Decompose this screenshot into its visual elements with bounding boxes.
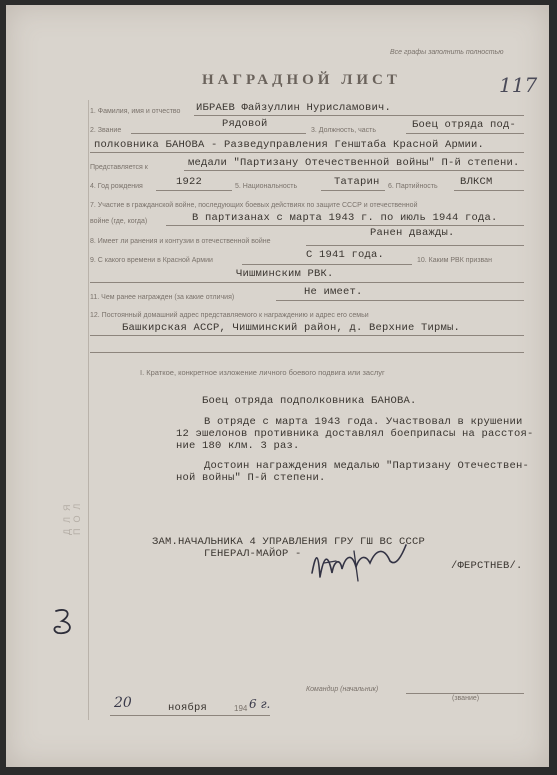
f4-underline — [156, 190, 232, 191]
commander-label: Командир (начальник) — [306, 686, 379, 693]
f9-label: 9. С какого времени в Красной Армии — [90, 257, 213, 264]
f5-label: 5. Национальность — [235, 183, 298, 190]
present-label: Представляется к — [90, 164, 148, 171]
f3-underline-b — [90, 152, 524, 153]
f11-label: 11. Чем ранее награжден (за какие отличия) — [90, 294, 235, 301]
body-paragraph-2-line-2: 12 эшелонов противника доставлял боеприпасы на расстоя- — [176, 428, 534, 440]
f2-label: 2. Звание — [90, 127, 122, 134]
f3-value-b: полковника БАНОВА - Разведуправления Генштаба Красной Армии. — [94, 139, 485, 151]
f9-value: С 1941 года. — [306, 249, 385, 261]
handwritten-number: 117 — [499, 73, 538, 97]
body-paragraph-2-line-1: В отряде с марта 1943 года. Участвовал в крушении — [204, 416, 523, 428]
f7-value: В партизанах с марта 1943 г. по июль 1944 года. — [192, 212, 498, 224]
f10-underline — [90, 282, 524, 283]
f1-label: 1. Фамилия, имя и отчество — [90, 108, 181, 115]
signer-name: /ФЕРСТНЕВ/. — [451, 560, 523, 572]
f6-label: 6. Партийность — [388, 183, 438, 190]
f2-value: Рядовой — [222, 118, 268, 130]
signer-position-line-2: ГЕНЕРАЛ-МАЙОР - — [204, 548, 302, 560]
present-underline — [184, 170, 524, 171]
margin-vertical-text: ДЛЯ ПОЛ — [62, 497, 82, 535]
f9-underline — [242, 264, 412, 265]
margin-handwritten-mark — [48, 605, 78, 639]
f4-label: 4. Год рождения — [90, 183, 143, 190]
footer-month: ноября — [168, 702, 208, 714]
signer-position-line-1: ЗАМ.НАЧАЛЬНИКА 4 УПРАВЛЕНИЯ ГРУ ГШ ВС СССР — [152, 536, 426, 548]
f7-label-a: 7. Участие в гражданской войне, последующих боевых действиях по защите СССР и отечественной — [90, 202, 418, 209]
f12-value: Башкирская АССР, Чишминский район, д. Верхние Тирмы. — [122, 322, 461, 334]
f8-underline — [306, 245, 524, 246]
body-paragraph-3-line-1: Достоин награждения медалью "Партизану Отечествен- — [204, 460, 530, 472]
f12-underline — [90, 335, 524, 336]
footer-day: 20 — [114, 695, 132, 711]
f6-underline — [454, 190, 524, 191]
zvanie-label: (звание) — [452, 695, 480, 702]
f2-underline — [131, 133, 306, 134]
handwritten-signature — [306, 533, 416, 591]
award-sheet — [6, 5, 549, 767]
f5-underline — [321, 190, 385, 191]
present-value: медали "Партизану Отечественной войны" П-й степени. — [188, 157, 520, 169]
footer-year-hand: 6 г. — [249, 697, 271, 711]
f5-value: Татарин — [334, 176, 380, 188]
top-note: Все графы заполнить полностью — [390, 49, 504, 56]
f11-value: Не имеет. — [304, 286, 363, 298]
section-heading: I. Краткое, конкретное изложение личного боевого подвига или заслуг — [140, 368, 385, 377]
f8-label: 8. Имеет ли ранения и контузии в отечественной войне — [90, 238, 271, 245]
body-paragraph-1: Боец отряда подполковника БАНОВА. — [202, 395, 417, 407]
f1-underline — [194, 115, 524, 116]
f3-label: 3. Должность, часть — [311, 127, 377, 134]
f7-label-b: войне (где, когда) — [90, 218, 148, 225]
f7-underline — [166, 225, 524, 226]
f4-value: 1922 — [176, 176, 203, 188]
f12-label: 12. Постоянный домашний адрес представляемого к награждению и адрес его семьи — [90, 312, 369, 319]
f1-value: ИБРАЕВ Файзуллин Нурисламович. — [196, 102, 392, 114]
page-title: НАГРАДНОЙ ЛИСТ — [202, 72, 401, 88]
f6-value: ВЛКСМ — [460, 176, 493, 188]
f10-label: 10. Каким РВК призван — [417, 257, 492, 264]
f8-value: Ранен дважды. — [370, 227, 455, 239]
body-paragraph-3-line-2: ной войны" П-й степени. — [176, 472, 326, 484]
date-underline — [110, 715, 270, 716]
commander-underline — [406, 693, 524, 694]
margin-line — [88, 100, 89, 720]
footer-year-print: 194 — [234, 704, 248, 713]
f3-underline-a — [406, 133, 524, 134]
f3-value-a: Боец отряда под- — [412, 119, 517, 131]
f11-underline — [276, 300, 524, 301]
f10-value: Чишминским РВК. — [236, 268, 334, 280]
body-paragraph-2-line-3: ние 180 клм. 3 раз. — [176, 440, 300, 452]
f12-underline-2 — [90, 352, 524, 353]
